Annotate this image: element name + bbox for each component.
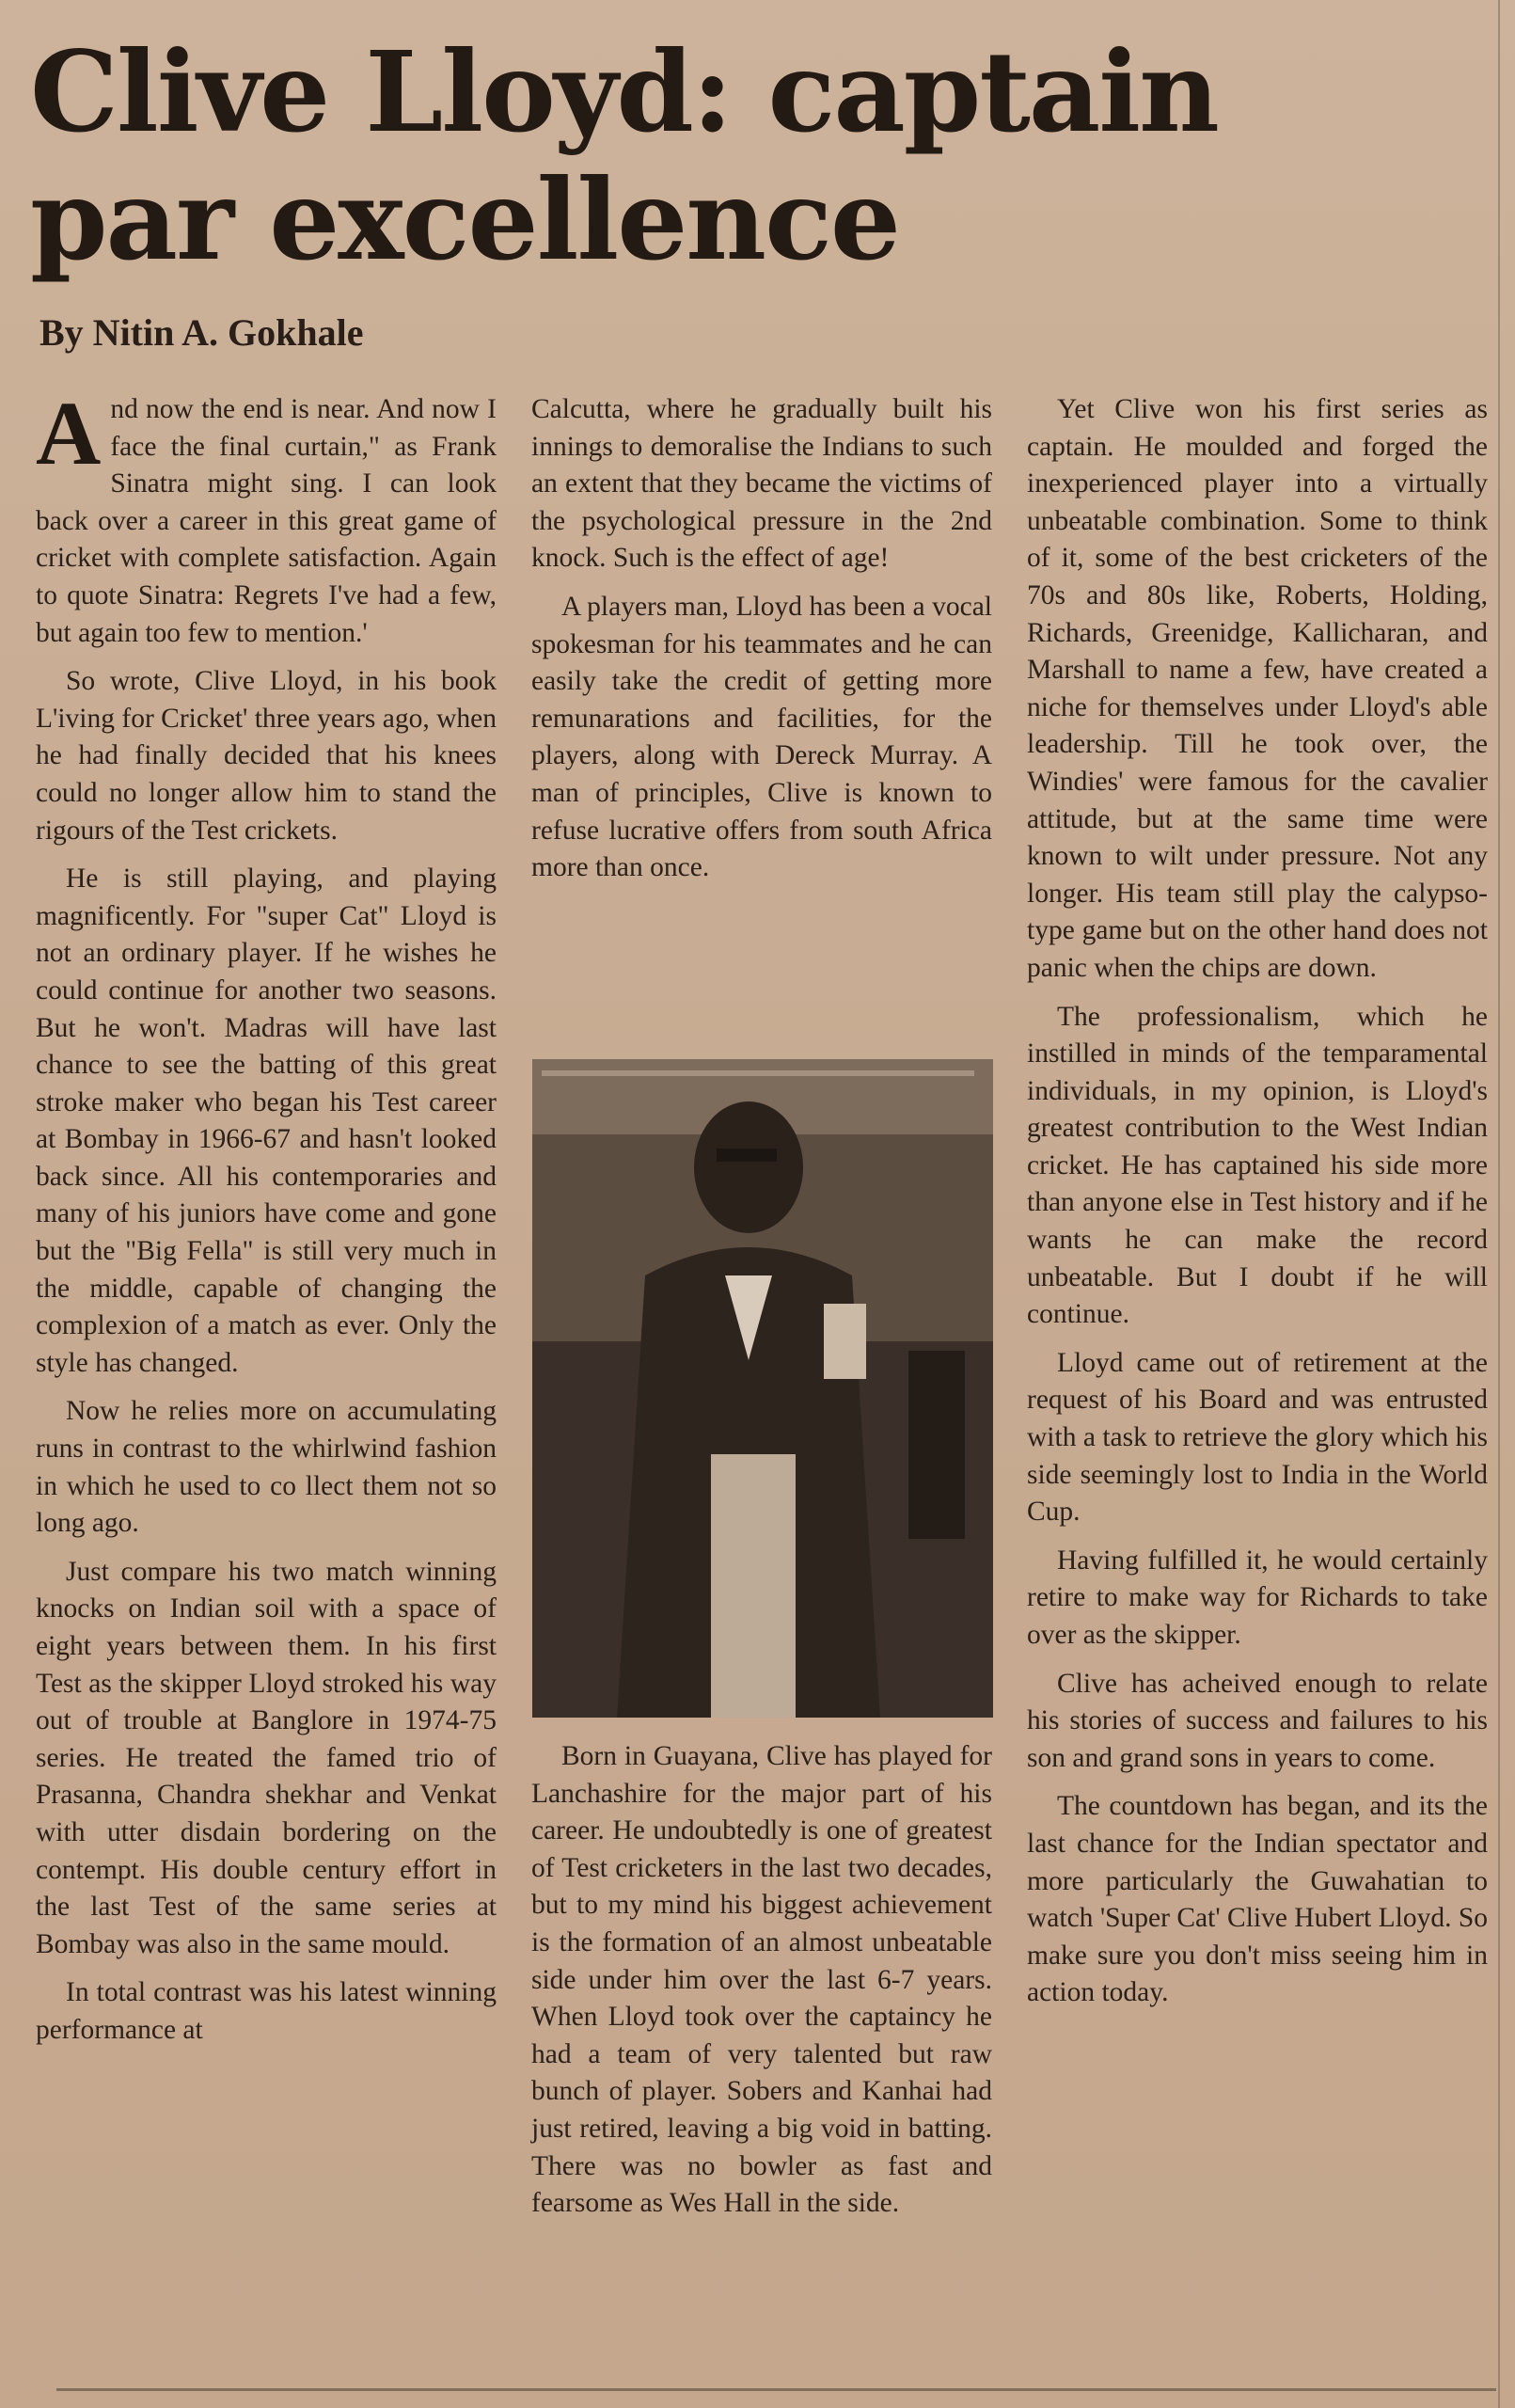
article-column-3 [1027,391,1488,2023]
drop-cap: A [36,383,102,483]
paragraph: He is still playing, and playing magnificently. For "super Cat" Lloyd is not an ordinary player. If he wishes he could continue for another two seasons. But he won't. Madras will have last chance to see the batting of this great stroke maker who began his Test career at Bombay in 1966-67 and hasn't looked back since. All his contemporaries and many of his juniors have come and gone but the "Big Fella" is still very much in the middle, capable of changing the complexion of a match as ever. Only the style has changed. [36,863,497,1378]
photo-image [532,1059,993,1718]
paragraph-text: nd now the end is near. And now I face the final curtain," as Frank Sinatra might sing. I can look back over a career in this great game of cricket with complete satisfaction. Again to quote Sinatra: Regrets I've had a few, but again too few to mention.' [36,394,497,648]
article-column-2 [531,391,992,898]
paragraph: Lloyd came out of retirement at the request of his Board and was entrusted with a task to retrieve the glory which his side seemingly lost to India in the World Cup. [1027,1347,1488,1528]
paragraph: Clive has acheived enough to relate his stories of success and failures to his son and grand sons in years to come. [1027,1668,1488,1773]
paragraph: In total contrast was his latest winning performance at [36,1977,497,2045]
byline: By Nitin A. Gokhale [39,311,364,354]
headline: Clive Lloyd: captain par excellence [30,26,1218,285]
article-column-1 [36,383,497,2061]
paragraph: Yet Clive won his first series as captain. He moulded and forged the inexperienced player into a virtually unbeatable combination. Some to think of it, some of the best cricketers of the 70s and 80s like, Roberts, Holding, Richards, Greenidge, Kallicharan, and Marshall to name a few, have created a niche for themselves under Lloyd's able leadership. Till he took over, the Windies' were famous for the cavalier attitude, but at the same time were known to wilt under pressure. Not any longer. His team still play the calypso-type game but on the other hand does not panic when the chips are down. [1027,394,1488,983]
paragraph: Having fulfilled it, he would certainly retire to make way for Richards to take over as the skipper. [1027,1545,1488,1650]
paragraph: The professionalism, which he instilled in minds of the temparamental individuals, in my opinion, is Lloyd's greatest contribution to the West Indian cricket. He has captained his side more than anyone else in Test history and if he wants he can make the record unbeatable. But I doubt if he will continue. [1027,1001,1488,1330]
photo-clive-lloyd [532,1059,993,1718]
paragraph: Born in Guayana, Clive has played for Lanchashire for the major part of his career. He undoubtedly is one of greatest of Test cricketers in the last two decades, but to my mind his biggest achievement is the formation of an almost unbeatable side under him over the last 6-7 years. When Lloyd took over the captaincy he had a team of very talented but raw bunch of player. Sobers and Kanhai had just retired, leaving a big void in batting. There was no bowler as fast and fearsome as Wes Hall in the side. [531,1741,992,2219]
paragraph: Calcutta, where he gradually built his innings to demoralise the Indians to such an extent that they became the victims of the psychological pressure in the 2nd knock. Such is the effect of age! [531,394,992,574]
paragraph: The countdown has began, and its the last chance for the Indian spectator and more particularly the Guwahatian to watch 'Super Cat' Clive Hubert Lloyd. So make sure you don't miss seeing him in action today. [1027,1791,1488,2008]
paragraph [36,383,497,652]
paragraph: Now he relies more on accumulating runs in contrast to the whirlwind fashion in which he used to co llect them not so long ago. [36,1396,497,1539]
paragraph: So wrote, Clive Lloyd, in his book L'iving for Cricket' three years ago, when he had finally decided that his knees could no longer allow him to stand the rigours of the Test crickets. [36,666,497,846]
paragraph: A players man, Lloyd has been a vocal spokesman for his teammates and he can easily take the credit of getting more remunarations and facilities, for the players, along with Dereck Murray. A man of principles, Clive is known to refuse lucrative offers from south Africa more than once. [531,591,992,883]
paragraph: Just compare his two match winning knocks on Indian soil with a space of eight years between them. In his first Test as the skipper Lloyd stroked his way out of trouble at Banglore in 1974-75 series. He treated the famed trio of Prasanna, Chandra shekhar and Venkat with utter disdain bordering on the contempt. His double century effort in the last Test of the same series at Bombay was also in the same mould. [36,1556,497,1959]
article-column-2-continued [531,1738,992,2223]
